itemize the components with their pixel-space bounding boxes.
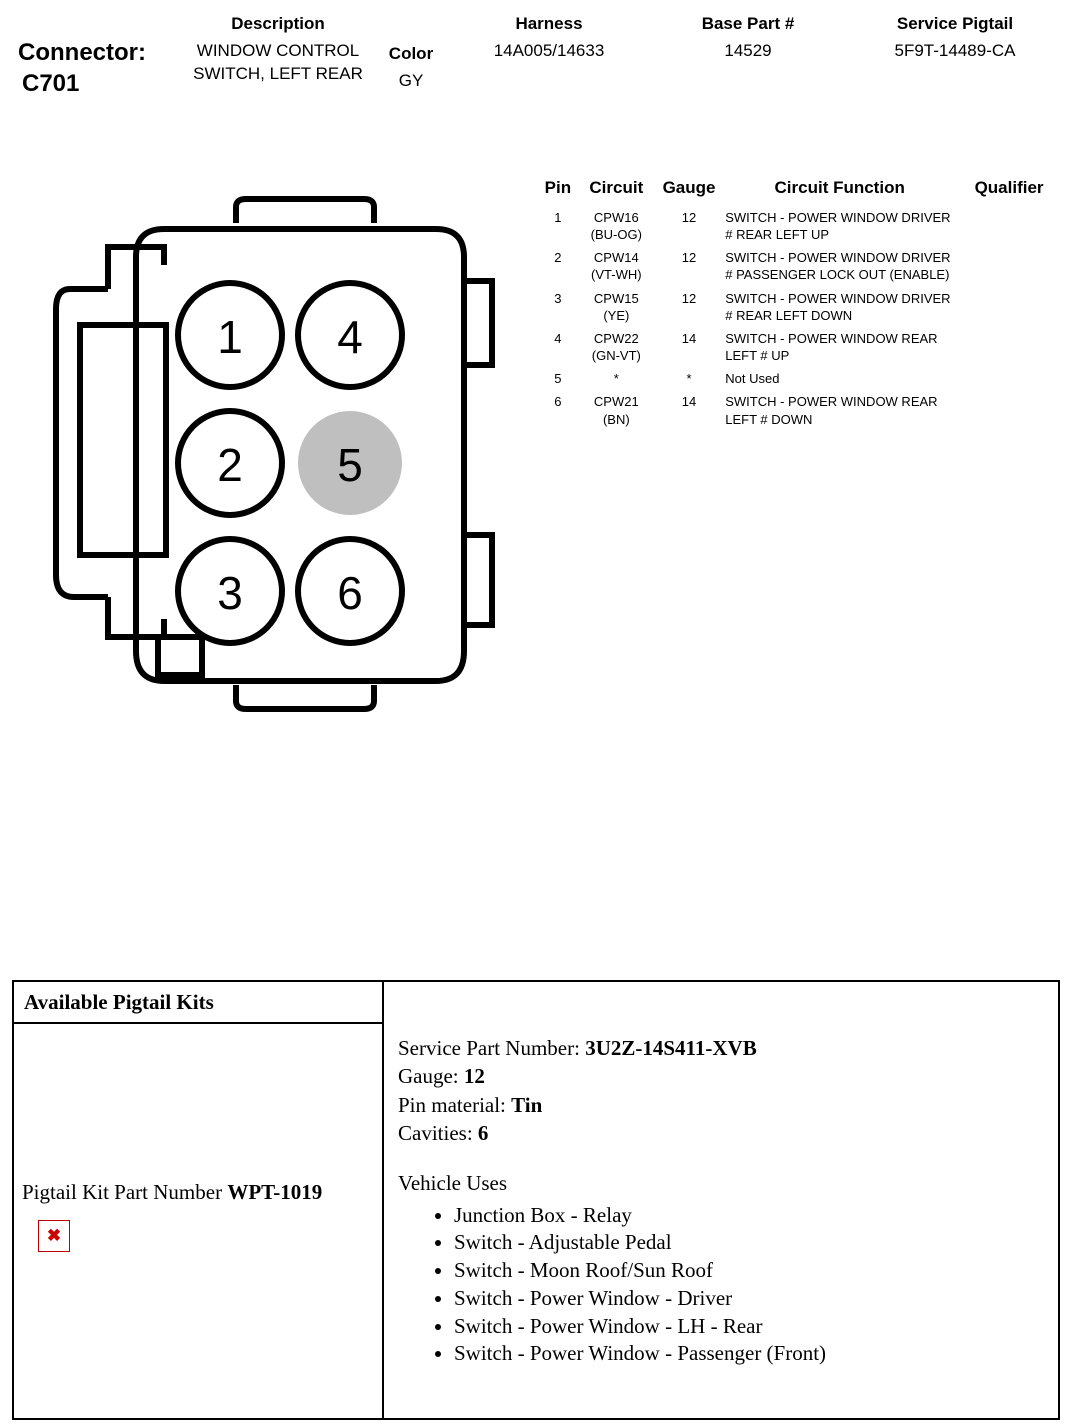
available-pigtail-kits-panel xyxy=(12,980,1060,1420)
list-item: • Switch - Adjustable Pedal xyxy=(454,1229,1060,1257)
header-column-harness xyxy=(456,14,642,63)
cell-pin: 1 xyxy=(554,210,562,225)
pin-table xyxy=(540,178,1060,432)
pin-number-5: 5 xyxy=(337,439,363,491)
gauge-row xyxy=(398,1062,1060,1090)
header-title-description: Description xyxy=(231,14,325,33)
pin-table-header-row xyxy=(540,178,1060,207)
cell-gauge: 12 xyxy=(681,210,697,225)
gauge-value: 12 xyxy=(463,1064,485,1089)
cell-qualifier xyxy=(958,288,1060,328)
header-title-color: Color xyxy=(388,44,434,63)
list-item: • Switch - Power Window - Driver xyxy=(454,1285,1060,1313)
cavities-row xyxy=(398,1119,1060,1147)
cell-qualifier xyxy=(958,328,1060,368)
header-column-color xyxy=(372,44,450,93)
cell-qualifier xyxy=(958,391,1060,431)
circuit-name: CPW21 xyxy=(593,394,639,410)
cell-circuit xyxy=(576,368,657,391)
pin-number-4: 4 xyxy=(337,311,363,363)
cell-circuit-function: Not Used xyxy=(725,371,780,387)
header-value-harness: 14A005/14633 xyxy=(493,41,605,60)
cell-circuit xyxy=(576,207,657,247)
cell-circuit xyxy=(576,247,657,287)
list-item: • Switch - Moon Roof/Sun Roof xyxy=(454,1257,1060,1285)
pin-number-2: 2 xyxy=(217,439,243,491)
circuit-name: CPW16 xyxy=(593,210,639,225)
header-column-service-pigtail xyxy=(852,14,1058,63)
cell-gauge: 14 xyxy=(681,330,697,346)
table-row xyxy=(540,207,1060,247)
pigtail-kit-part-number-line xyxy=(22,1180,322,1205)
header-column-description xyxy=(190,14,366,86)
service-part-number-row xyxy=(398,1034,1060,1062)
cell-pin: 4 xyxy=(554,330,562,346)
table-row xyxy=(540,368,1060,391)
connector-left-foot xyxy=(158,637,202,675)
pin-material-value: Tin xyxy=(511,1092,543,1117)
column-header-circuit-function: Circuit Function xyxy=(774,178,905,197)
connector-left-window xyxy=(80,325,166,555)
vehicle-uses-list xyxy=(398,1202,1060,1368)
header-value-description: WINDOW CONTROL SWITCH, LEFT REAR xyxy=(193,41,363,83)
connector-id: C701 xyxy=(22,70,80,97)
circuit-color: (BU-OG) xyxy=(590,227,642,243)
cell-qualifier xyxy=(958,368,1060,391)
cell-circuit xyxy=(576,391,657,431)
pin-material-label: Pin material: xyxy=(398,1092,506,1117)
connector-right-step-top xyxy=(464,281,492,365)
pin-table-element xyxy=(540,178,1060,432)
circuit-color: (VT-WH) xyxy=(591,267,642,283)
pigtail-panel-title: Available Pigtail Kits xyxy=(14,982,382,1024)
connector-top-tab xyxy=(236,199,374,223)
pin-number-1: 1 xyxy=(217,311,243,363)
column-header-circuit: Circuit xyxy=(589,178,644,197)
cell-qualifier xyxy=(958,247,1060,287)
header-value-color: GY xyxy=(398,71,424,90)
gauge-label: Gauge: xyxy=(398,1064,459,1089)
pin-number-6: 6 xyxy=(337,567,363,619)
circuit-color: (BN) xyxy=(602,411,630,427)
cell-gauge: 12 xyxy=(681,250,697,266)
circuit-name: CPW15 xyxy=(593,290,639,306)
cell-circuit xyxy=(576,288,657,328)
pin-number-3: 3 xyxy=(217,567,243,619)
header-title-service-pigtail: Service Pigtail xyxy=(896,14,1014,33)
connector-label: Connector: xyxy=(18,39,146,66)
circuit-name: CPW14 xyxy=(593,250,639,266)
cell-pin: 6 xyxy=(554,394,562,410)
pigtail-details-column xyxy=(384,1024,1060,1420)
cell-gauge: 12 xyxy=(681,290,697,306)
header-value-base-part: 14529 xyxy=(724,41,772,60)
table-row xyxy=(540,247,1060,287)
list-item: • Switch - Power Window - Passenger (Front) xyxy=(454,1340,1060,1368)
circuit-color: (YE) xyxy=(603,307,630,323)
cavities-value: 6 xyxy=(477,1121,489,1146)
pigtail-kit-label: Pigtail Kit Part Number xyxy=(22,1180,223,1204)
cell-gauge: * xyxy=(686,371,692,387)
column-header-qualifier: Qualifier xyxy=(974,178,1044,197)
list-item: • Switch - Power Window - LH - Rear xyxy=(454,1313,1060,1341)
header-title-harness: Harness xyxy=(515,14,583,33)
list-item: • Junction Box - Relay xyxy=(454,1202,1060,1230)
connector-right-step-bottom xyxy=(464,535,492,625)
circuit-name: CPW22 xyxy=(593,330,639,346)
cell-gauge: 14 xyxy=(681,394,697,410)
column-header-pin: Pin xyxy=(544,178,572,197)
service-part-number-value: 3U2Z-14S411-XVB xyxy=(585,1036,757,1060)
connector-bottom-tab xyxy=(236,685,374,709)
cell-circuit xyxy=(576,328,657,368)
connector-svg xyxy=(40,185,540,745)
header-value-service-pigtail: 5F9T-14489-CA xyxy=(894,41,1016,60)
cell-circuit-function: SWITCH - POWER WINDOW DRIVER # REAR LEFT UP xyxy=(725,210,951,243)
table-row xyxy=(540,328,1060,368)
cavities-label: Cavities: xyxy=(398,1121,473,1146)
pigtail-kit-number: WPT-1019 xyxy=(227,1180,323,1204)
cell-pin: 2 xyxy=(554,250,562,266)
cell-pin: 5 xyxy=(554,371,562,387)
circuit-color: (GN-VT) xyxy=(591,348,641,364)
pin-material-row xyxy=(398,1091,1060,1119)
vehicle-uses-title: Vehicle Uses xyxy=(398,1171,508,1196)
cell-circuit-function: SWITCH - POWER WINDOW DRIVER # PASSENGER LOCK OUT (ENABLE) xyxy=(725,250,951,283)
table-row xyxy=(540,391,1060,431)
cell-qualifier xyxy=(958,207,1060,247)
cell-circuit-function: SWITCH - POWER WINDOW REAR LEFT # DOWN xyxy=(725,394,938,427)
header-column-base-part xyxy=(650,14,846,63)
connector-header xyxy=(0,0,1070,140)
table-row xyxy=(540,288,1060,328)
cell-circuit-function: SWITCH - POWER WINDOW DRIVER # REAR LEFT DOWN xyxy=(725,290,951,323)
cell-pin: 3 xyxy=(554,290,562,306)
column-header-gauge: Gauge xyxy=(662,178,716,197)
service-part-number-label: Service Part Number: xyxy=(398,1036,580,1060)
connector-diagram xyxy=(40,185,540,745)
cell-circuit-function: SWITCH - POWER WINDOW REAR LEFT # UP xyxy=(725,330,938,364)
header-title-base-part: Base Part # xyxy=(701,14,795,33)
pigtail-left-column xyxy=(14,982,384,1418)
broken-image-icon: ✖ xyxy=(38,1220,70,1252)
circuit-name: * xyxy=(613,371,619,387)
